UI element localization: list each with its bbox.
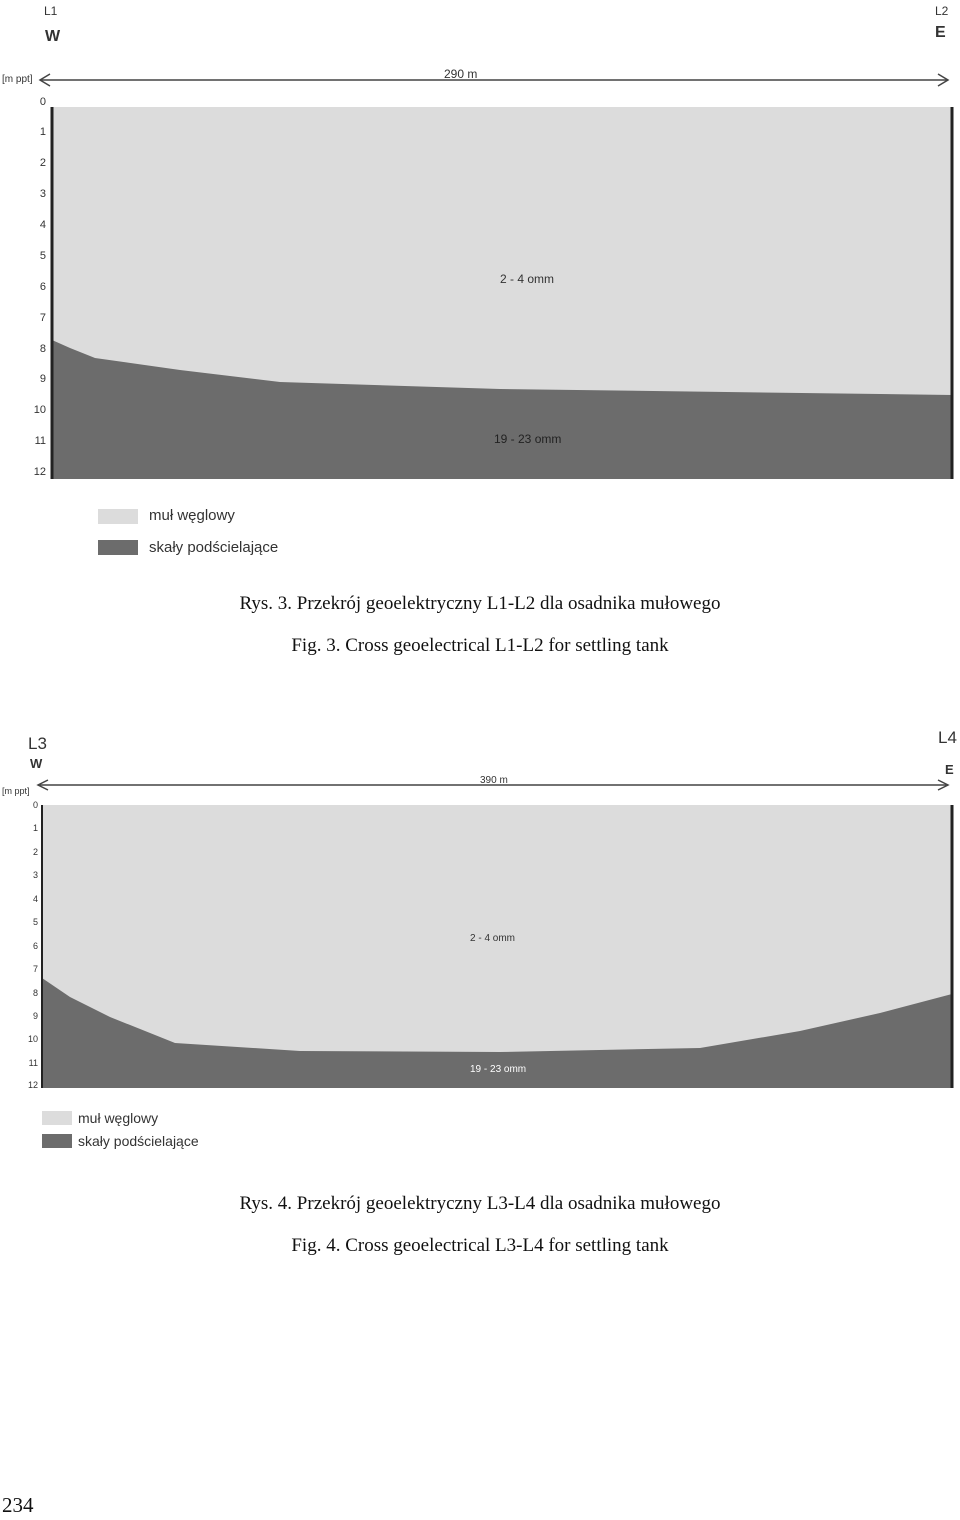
legend-swatch-coal-sludge <box>98 509 138 524</box>
depth-tick: 1 <box>39 126 46 138</box>
depth-tick: 7 <box>39 312 46 324</box>
depth-tick: 5 <box>39 250 46 262</box>
depth-tick: 12 <box>33 466 46 478</box>
legend-swatch-coal-sludge <box>42 1111 72 1125</box>
depth-tick: 10 <box>27 1034 38 1044</box>
depth-axis-unit: [m ppt] <box>2 786 30 796</box>
depth-tick: 10 <box>33 404 46 416</box>
figure-caption-polish: Rys. 4. Przekrój geoelektryczny L3-L4 dla osadnika mułowego <box>239 1193 721 1214</box>
depth-tick: 3 <box>32 870 38 880</box>
depth-tick: 9 <box>39 373 46 385</box>
direction-west: W <box>45 28 61 45</box>
direction-west: W <box>30 756 43 771</box>
depth-axis-unit: [m ppt] <box>2 74 33 85</box>
depth-tick: 12 <box>27 1080 38 1090</box>
page-number: 234 <box>2 1493 34 1517</box>
station-label-right: L4 <box>938 728 957 747</box>
station-label-right: L2 <box>935 4 949 18</box>
legend-swatch-bedrock <box>98 540 138 555</box>
cross-section-2 <box>0 760 960 1100</box>
lower-layer-label: 19 - 23 omm <box>470 1064 527 1075</box>
cross-section-1 <box>0 0 960 490</box>
depth-tick: 2 <box>32 847 38 857</box>
depth-tick: 4 <box>39 219 46 231</box>
depth-tick: 2 <box>39 157 46 169</box>
span-label: 390 m <box>480 775 508 786</box>
upper-layer-label: 2 - 4 omm <box>470 933 516 944</box>
legend-label-bedrock: skały podścielające <box>149 539 279 556</box>
depth-tick: 9 <box>32 1011 38 1021</box>
depth-tick: 6 <box>32 941 38 951</box>
legend-swatch-bedrock <box>42 1134 72 1148</box>
direction-east: E <box>935 24 946 41</box>
depth-tick: 5 <box>32 917 38 927</box>
depth-tick: 4 <box>32 894 38 904</box>
direction-east: E <box>945 762 954 777</box>
depth-tick: 1 <box>32 823 38 833</box>
figure-caption-polish: Rys. 3. Przekrój geoelektryczny L1-L2 dla osadnika mułowego <box>239 593 721 614</box>
depth-tick: 7 <box>32 964 38 974</box>
depth-tick: 11 <box>28 1058 38 1068</box>
depth-tick: 8 <box>39 343 46 355</box>
span-label: 290 m <box>444 67 478 81</box>
figure-caption-english: Fig. 3. Cross geoelectrical L1-L2 for settling tank <box>291 635 669 656</box>
upper-layer-label: 2 - 4 omm <box>500 272 555 286</box>
depth-tick: 0 <box>39 96 46 108</box>
depth-tick: 0 <box>32 800 38 810</box>
station-label-left: L3 <box>28 734 47 753</box>
depth-tick: 8 <box>32 988 38 998</box>
legend-label-bedrock: skały podścielające <box>78 1133 199 1149</box>
legend-label-coal-sludge: muł węglowy <box>149 507 235 524</box>
depth-tick: 3 <box>39 188 46 200</box>
depth-tick: 6 <box>39 281 46 293</box>
depth-tick: 11 <box>34 435 46 447</box>
figure-caption-english: Fig. 4. Cross geoelectrical L3-L4 for settling tank <box>291 1235 669 1256</box>
legend-label-coal-sludge: muł węglowy <box>78 1110 159 1126</box>
station-label-left: L1 <box>44 4 58 18</box>
lower-layer-label: 19 - 23 omm <box>494 432 562 446</box>
